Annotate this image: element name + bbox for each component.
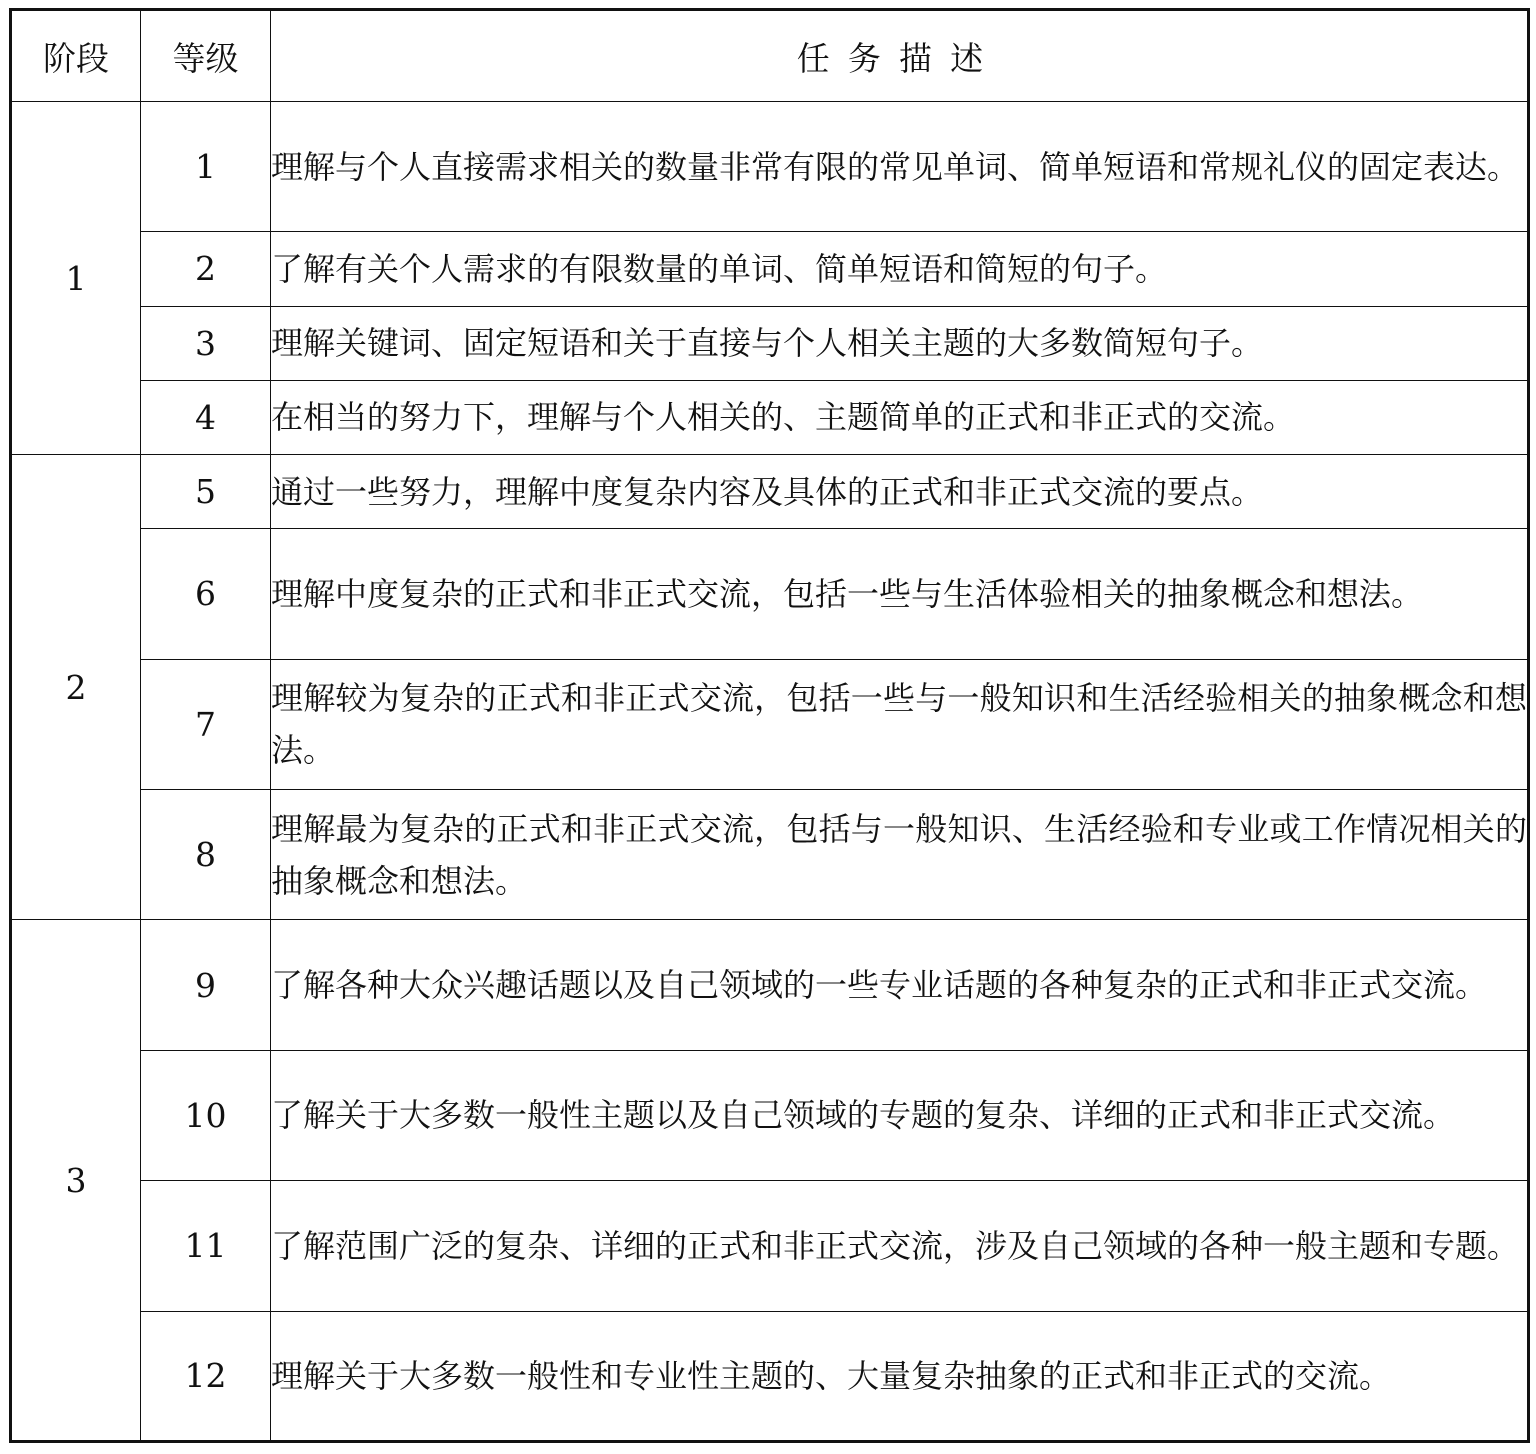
table-row: [11, 659, 1529, 789]
table-row: [11, 1050, 1529, 1180]
description-cell: 理解最为复杂的正式和非正式交流，包括与一般知识、生活经验和专业或工作情况相关的抽象概念和想法。: [271, 790, 1529, 920]
level-cell: 1: [141, 102, 271, 232]
description-cell: 了解有关个人需求的有限数量的单词、简单短语和简短的句子。: [271, 232, 1529, 306]
level-cell: 11: [141, 1181, 271, 1311]
description-cell: 了解各种大众兴趣话题以及自己领域的一些专业话题的各种复杂的正式和非正式交流。: [271, 920, 1529, 1050]
level-cell: 4: [141, 380, 271, 454]
level-cell: 5: [141, 455, 271, 529]
level-cell: 3: [141, 306, 271, 380]
table-row: [11, 1181, 1529, 1311]
table-row: [11, 920, 1529, 1050]
description-cell: 了解关于大多数一般性主题以及自己领域的专题的复杂、详细的正式和非正式交流。: [271, 1050, 1529, 1180]
description-cell: 在相当的努力下，理解与个人相关的、主题简单的正式和非正式的交流。: [271, 380, 1529, 454]
table-row: [11, 306, 1529, 380]
table-row: [11, 102, 1529, 232]
description-cell: 理解与个人直接需求相关的数量非常有限的常见单词、简单短语和常规礼仪的固定表达。: [271, 102, 1529, 232]
table-row: [11, 232, 1529, 306]
header-level: 等级: [141, 10, 271, 102]
header-stage: 阶段: [11, 10, 141, 102]
stage-cell: 3: [11, 920, 141, 1442]
table-row: [11, 1311, 1529, 1442]
level-cell: 10: [141, 1050, 271, 1180]
level-cell: 2: [141, 232, 271, 306]
description-cell: 理解中度复杂的正式和非正式交流，包括一些与生活体验相关的抽象概念和想法。: [271, 529, 1529, 659]
task-description-table: [9, 8, 1530, 1443]
description-cell: 通过一些努力，理解中度复杂内容及具体的正式和非正式交流的要点。: [271, 455, 1529, 529]
task-description-table-container: [9, 8, 1527, 1443]
level-cell: 9: [141, 920, 271, 1050]
description-cell: 理解关键词、固定短语和关于直接与个人相关主题的大多数简短句子。: [271, 306, 1529, 380]
table-row: [11, 380, 1529, 454]
level-cell: 7: [141, 659, 271, 789]
table-row: [11, 790, 1529, 920]
level-cell: 12: [141, 1311, 271, 1442]
stage-cell: 2: [11, 455, 141, 920]
level-cell: 8: [141, 790, 271, 920]
header-description-label: 任务描述: [796, 38, 1002, 78]
table-row: [11, 455, 1529, 529]
level-cell: 6: [141, 529, 271, 659]
description-cell: 理解关于大多数一般性和专业性主题的、大量复杂抽象的正式和非正式的交流。: [271, 1311, 1529, 1442]
header-description: [271, 10, 1529, 102]
table-header-row: [11, 10, 1529, 102]
stage-cell: 1: [11, 102, 141, 455]
description-cell: 了解范围广泛的复杂、详细的正式和非正式交流，涉及自己领域的各种一般主题和专题。: [271, 1181, 1529, 1311]
table-row: [11, 529, 1529, 659]
description-cell: 理解较为复杂的正式和非正式交流，包括一些与一般知识和生活经验相关的抽象概念和想法。: [271, 659, 1529, 789]
